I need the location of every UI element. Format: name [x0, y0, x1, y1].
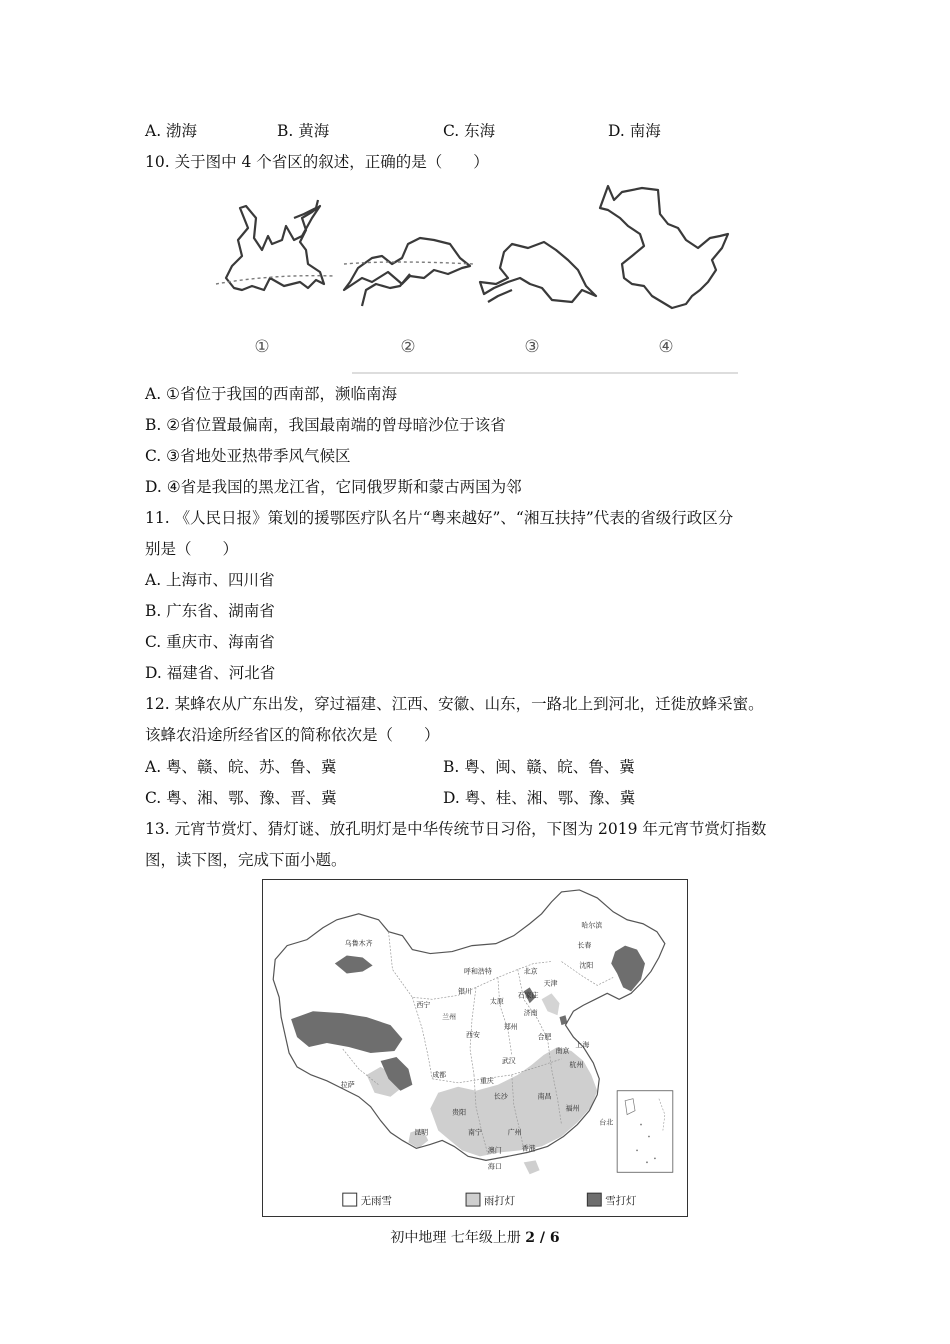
map-label-tianjin: 天津 [543, 979, 558, 988]
figure-label-2: ② [400, 337, 416, 357]
q11-option-b: B. 广东省、湖南省 [145, 602, 275, 620]
map-label-chengdu: 成都 [432, 1070, 447, 1079]
map-label-taiyuan: 太原 [489, 997, 504, 1006]
q11-option-d: D. 福建省、河北省 [145, 664, 276, 682]
q9-option-b: B. 黄海 [277, 122, 330, 140]
map-label-shenyang: 沈阳 [579, 961, 594, 970]
map-label-xining: 西宁 [416, 1001, 431, 1010]
map-label-urumqi: 乌鲁木齐 [344, 939, 373, 948]
map-label-lanzhou: 兰州 [442, 1013, 457, 1022]
map-label-nanning: 南宁 [468, 1128, 482, 1137]
map-label-nanjing: 南京 [555, 1046, 570, 1055]
province-outline-2 [344, 238, 470, 290]
map-label-changchun: 长春 [577, 941, 592, 950]
map-label-hangzhou: 杭州 [569, 1060, 584, 1069]
q11-stem-line2: 别是（ ） [145, 540, 239, 558]
q12-stem-line2: 该蜂农沿途所经省区的简称依次是（ ） [145, 726, 440, 744]
map-label-hefei: 合肥 [537, 1033, 552, 1042]
map-label-haikou: 海口 [487, 1162, 502, 1171]
map-label-shijiazhuang: 石家庄 [517, 991, 539, 1000]
lantern-index-map [262, 879, 688, 1217]
footer-text: 初中地理 七年级上册 [390, 1230, 526, 1246]
map-label-harbin: 哈尔滨 [581, 921, 603, 930]
figure-label-4: ④ [658, 337, 674, 357]
q10-option-c: C. ③省地处亚热带季风气候区 [145, 447, 351, 465]
page-footer [0, 1227, 950, 1247]
q12-option-a: A. 粤、赣、皖、苏、鲁、冀 [145, 758, 337, 776]
q12-option-b: B. 粤、闽、赣、皖、鲁、冀 [443, 758, 635, 776]
q13-stem-line2: 图，读下图，完成下面小题。 [145, 851, 347, 869]
q10-option-b: B. ②省位置最偏南，我国最南端的曾母暗沙位于该省 [145, 416, 506, 434]
q11-option-a: A. 上海市、四川省 [145, 571, 275, 589]
q9-option-d: D. 南海 [608, 122, 661, 140]
map-label-guiyang: 贵阳 [452, 1108, 467, 1117]
province-outlines-figure [212, 178, 740, 374]
snow-region-xinjiang [335, 956, 373, 974]
map-label-chongqing: 重庆 [479, 1076, 494, 1085]
map-label-changsha: 长沙 [493, 1092, 508, 1101]
page-number: 2 / 6 [525, 1230, 560, 1246]
map-label-shanghai: 上海 [575, 1041, 590, 1050]
q13-stem-line1: 13. 元宵节赏灯、猜灯谜、放孔明灯是中华传统节日习俗，下图为 2019 年元宵节赏灯指数 [145, 820, 767, 838]
map-label-beijing: 北京 [523, 967, 538, 976]
legend-swatch-none [343, 1193, 357, 1206]
q11-option-c: C. 重庆市、海南省 [145, 633, 275, 651]
province-outline-1 [226, 206, 324, 290]
q10-stem: 10. 关于图中 4 个省区的叙述，正确的是（ ） [145, 153, 489, 171]
legend-label-none: 无雨雪 [360, 1195, 392, 1208]
map-label-macau: 澳门 [487, 1146, 502, 1155]
figure-label-1: ① [254, 337, 270, 357]
q9-option-c: C. 东海 [443, 122, 496, 140]
map-label-hohhot: 呼和浩特 [464, 967, 492, 976]
map-legend [343, 1193, 637, 1207]
legend-swatch-rain [466, 1193, 480, 1206]
q12-option-d: D. 粤、桂、湘、鄂、豫、冀 [443, 789, 636, 807]
map-label-yinchuan: 银川 [458, 987, 472, 996]
q12-stem-line1: 12. 某蜂农从广东出发，穿过福建、江西、安徽、山东，一路北上到河北，迁徙放蜂采蜜。 [145, 695, 764, 713]
q12-option-c: C. 粤、湘、鄂、豫、晋、冀 [145, 789, 337, 807]
map-label-kunming: 昆明 [414, 1128, 429, 1137]
q10-option-a: A. ①省位于我国的西南部，濒临南海 [145, 385, 397, 403]
legend-swatch-snow [587, 1193, 601, 1206]
map-label-hongkong: 香港 [521, 1144, 536, 1153]
map-label-fuzhou: 福州 [565, 1104, 580, 1113]
q10-option-d: D. ④省是我国的黑龙江省，它同俄罗斯和蒙古两国为邻 [145, 478, 522, 496]
map-label-xian: 西安 [466, 1031, 480, 1040]
map-label-zhengzhou: 郑州 [503, 1023, 518, 1032]
legend-label-rain: 雨打灯 [483, 1195, 516, 1208]
snow-region-tibet [291, 1011, 402, 1053]
legend-label-snow: 雪打灯 [605, 1195, 637, 1208]
figure-label-3: ③ [524, 337, 540, 357]
map-label-wuhan: 武汉 [501, 1056, 516, 1065]
map-label-taipei: 台北 [599, 1118, 614, 1127]
map-label-lhasa: 拉萨 [340, 1080, 355, 1089]
q9-option-a: A. 渤海 [145, 122, 198, 140]
province-outline-4 [600, 186, 728, 308]
q11-stem-line1: 11. 《人民日报》策划的援鄂医疗队名片“粤来越好”、“湘互扶持”代表的省级行政区分 [145, 509, 734, 527]
province-outline-3 [480, 242, 596, 302]
map-label-nanchang: 南昌 [537, 1092, 552, 1101]
map-label-jinan: 济南 [523, 1009, 538, 1018]
map-label-guangzhou: 广州 [507, 1128, 522, 1137]
